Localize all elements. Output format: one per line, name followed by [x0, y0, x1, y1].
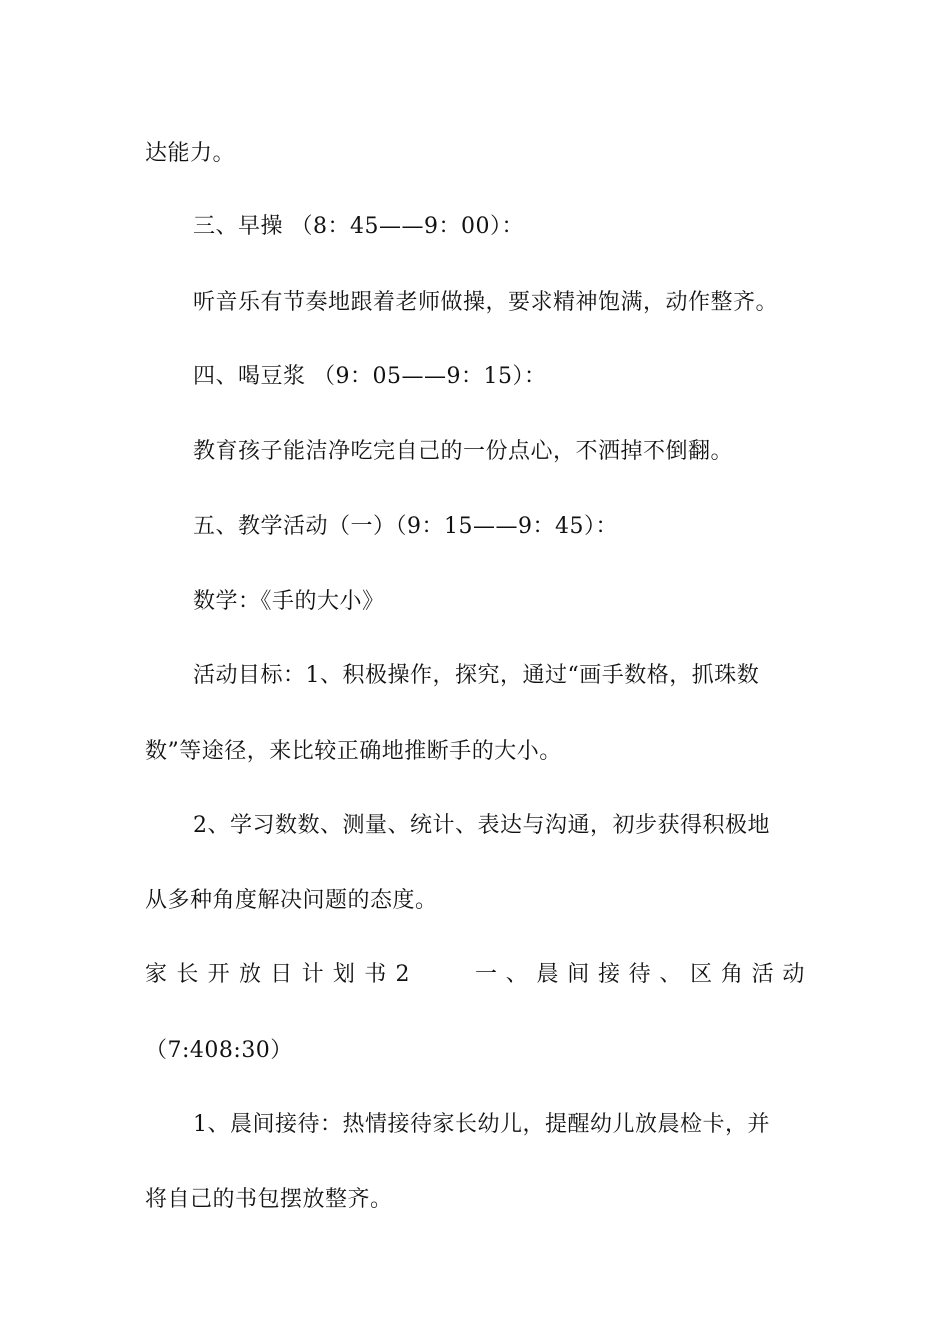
heading-char: 、	[659, 962, 682, 987]
plan-heading-row	[145, 961, 805, 989]
text-line: 活动目标：1、积极操作，探究，通过“画手数格，抓珠数	[193, 663, 760, 688]
heading-char: 书	[364, 962, 387, 987]
heading-char: 动	[782, 962, 805, 987]
heading-char: 放	[238, 962, 262, 987]
text-line: 听音乐有节奏地跟着老师做操，要求精神饱满，动作整齐。	[193, 290, 779, 315]
heading-char: 一	[475, 962, 498, 987]
heading-char: 角	[720, 962, 744, 987]
text-line: 将自己的书包摆放整齐。	[145, 1187, 393, 1212]
heading-char: 家	[145, 962, 168, 987]
heading-char: 接	[597, 962, 621, 987]
heading-char: 晨	[536, 962, 559, 987]
text-line: 数学：《手的大小》	[193, 589, 385, 614]
text-line: 1、晨间接待：热情接待家长幼儿，提醒幼儿放晨检卡，并	[193, 1112, 770, 1137]
text-line: 教育孩子能洁净吃完自己的一份点心，不洒掉不倒翻。	[193, 439, 734, 464]
heading-char: 2	[395, 962, 410, 987]
heading-char: 开	[207, 962, 231, 987]
heading-char: 计	[301, 962, 325, 987]
plan-section-title	[475, 961, 805, 989]
text-line: 从多种角度解决问题的态度。	[145, 888, 438, 913]
section-heading: 五、教学活动（一）（9：15——9：45）：	[193, 514, 618, 539]
heading-char: 划	[332, 962, 356, 987]
heading-char: 长	[176, 962, 199, 987]
time-line: （7:408:30）	[145, 1038, 293, 1063]
heading-char: 间	[567, 962, 590, 987]
section-heading: 三、早操 （8：45——9：00）：	[193, 214, 524, 239]
heading-char: 日	[270, 962, 293, 987]
heading-char: 待	[628, 962, 652, 987]
heading-char: 、	[505, 962, 529, 987]
text-line: 达能力。	[145, 141, 236, 166]
text-line: 2、学习数数、测量、统计、表达与沟通，初步获得积极地	[193, 813, 770, 838]
text-line: 数”等途径，来比较正确地推断手的大小。	[145, 739, 562, 764]
heading-char: 区	[690, 962, 713, 987]
section-heading: 四、喝豆浆 （9：05——9：15）：	[193, 364, 547, 389]
heading-char: 活	[751, 962, 775, 987]
plan-title	[145, 961, 410, 989]
